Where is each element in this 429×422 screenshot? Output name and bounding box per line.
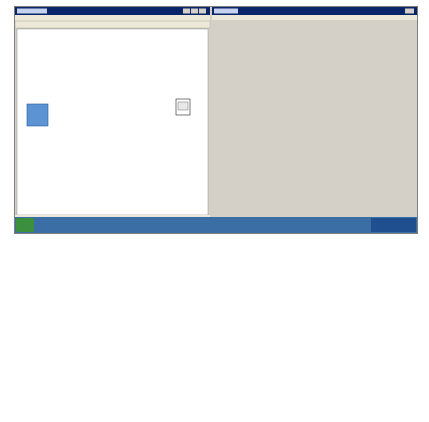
screenshot-drawing [15, 7, 417, 233]
taskbar [15, 217, 417, 233]
simulink-title-text [17, 9, 47, 14]
scope-close-button[interactable] [405, 9, 414, 14]
scope-plot-area [214, 21, 415, 216]
close-button[interactable] [199, 9, 206, 14]
maximize-button[interactable] [191, 9, 198, 14]
simulink-window [15, 7, 210, 217]
scope-titlebar[interactable] [212, 7, 417, 15]
scope-toolbar[interactable] [212, 15, 417, 20]
figure-caption [14, 236, 416, 252]
simulink-menubar[interactable] [15, 15, 210, 21]
scope-block-icon [178, 102, 188, 110]
developed-block-blue[interactable] [27, 104, 48, 126]
simulink-screenshot [14, 6, 418, 234]
simulink-toolbar[interactable] [15, 21, 210, 28]
system-tray [371, 218, 416, 232]
start-button[interactable] [16, 218, 34, 232]
minimize-button[interactable] [183, 9, 190, 14]
scope-title-text [214, 9, 238, 14]
simulink-statusbar [15, 215, 210, 217]
windows-taskbar [15, 217, 417, 233]
scope-window [212, 7, 417, 217]
